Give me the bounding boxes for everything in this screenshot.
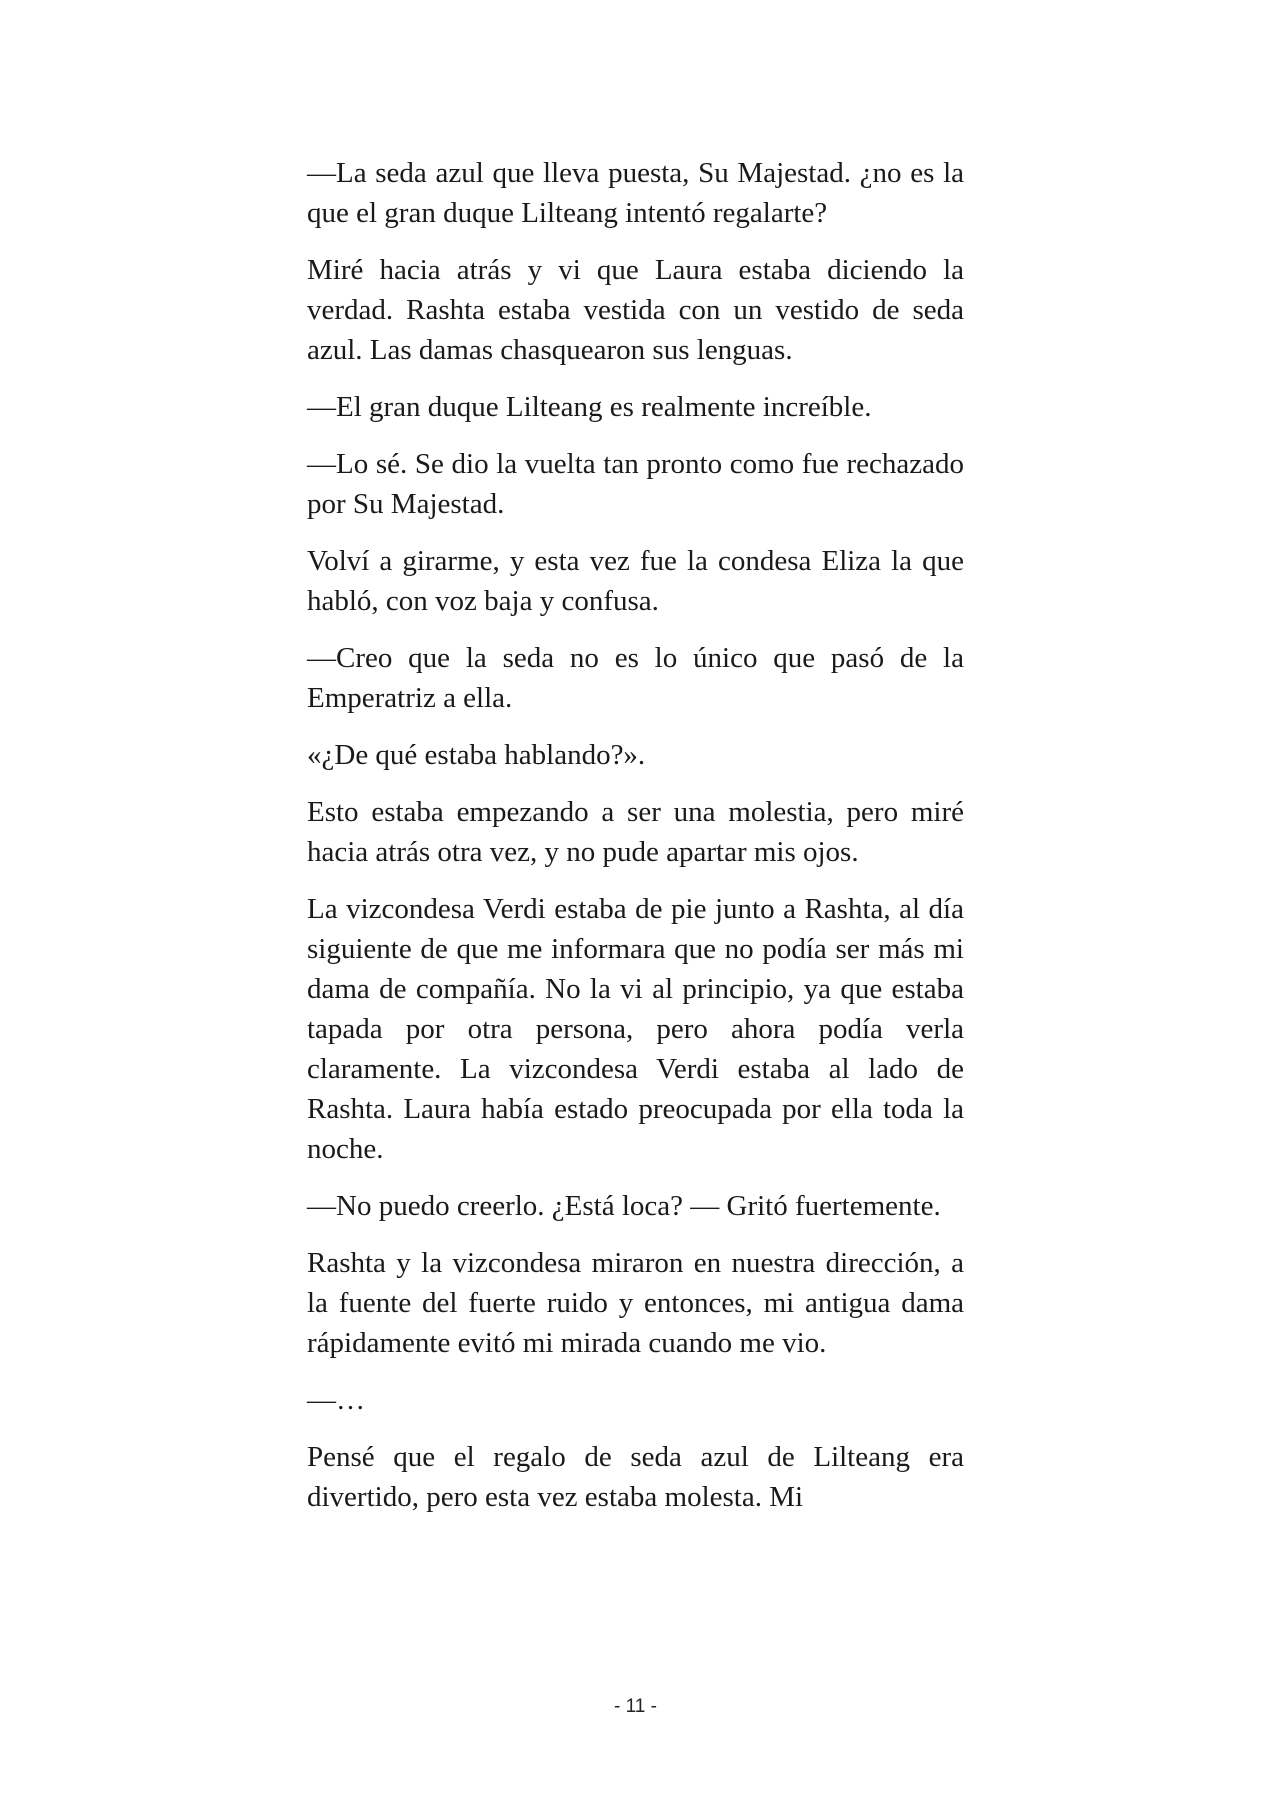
paragraph-9: La vizcondesa Verdi estaba de pie junto a Rashta, al día siguiente de que me informara que no podía ser más mi dama de compañía. No la vi al principio, ya que estaba tapada por otra persona, pero ahora podía verla claramente. La vizcondesa Verdi estaba al lado de Rashta. Laura había estado preocupada por ella toda la noche. [307, 893, 964, 1165]
paragraph-8: Esto estaba empezando a ser una molestia, pero miré hacia atrás otra vez, y no pude apartar mis ojos. [307, 796, 964, 868]
paragraph-12: —… [307, 1384, 365, 1416]
paragraph-10: —No puedo creerlo. ¿Está loca? — Gritó fuertemente. [307, 1190, 941, 1222]
paragraph-13: Pensé que el regalo de seda azul de Lilteang era divertido, pero esta vez estaba molesta. Mi [307, 1441, 964, 1513]
paragraph-2: Miré hacia atrás y vi que Laura estaba diciendo la verdad. Rashta estaba vestida con un vestido de seda azul. Las damas chasquearon sus lenguas. [307, 254, 964, 366]
paragraph-1: —La seda azul que lleva puesta, Su Majestad. ¿no es la que el gran duque Lilteang intentó regalarte? [307, 157, 964, 229]
paragraph-7: «¿De qué estaba hablando?». [307, 739, 646, 771]
paragraph-6: —Creo que la seda no es lo único que pasó de la Emperatriz a ella. [307, 642, 964, 714]
paragraph-11: Rashta y la vizcondesa miraron en nuestra dirección, a la fuente del fuerte ruido y entonces, mi antigua dama rápidamente evitó mi mirada cuando me vio. [307, 1247, 964, 1359]
paragraph-4: —Lo sé. Se dio la vuelta tan pronto como fue rechazado por Su Majestad. [307, 448, 964, 520]
page-number: - 11 - [614, 1696, 657, 1717]
body-text [307, 153, 964, 1534]
paragraph-5: Volví a girarme, y esta vez fue la condesa Eliza la que habló, con voz baja y confusa. [307, 545, 964, 617]
paragraph-3: —El gran duque Lilteang es realmente increíble. [307, 391, 872, 423]
